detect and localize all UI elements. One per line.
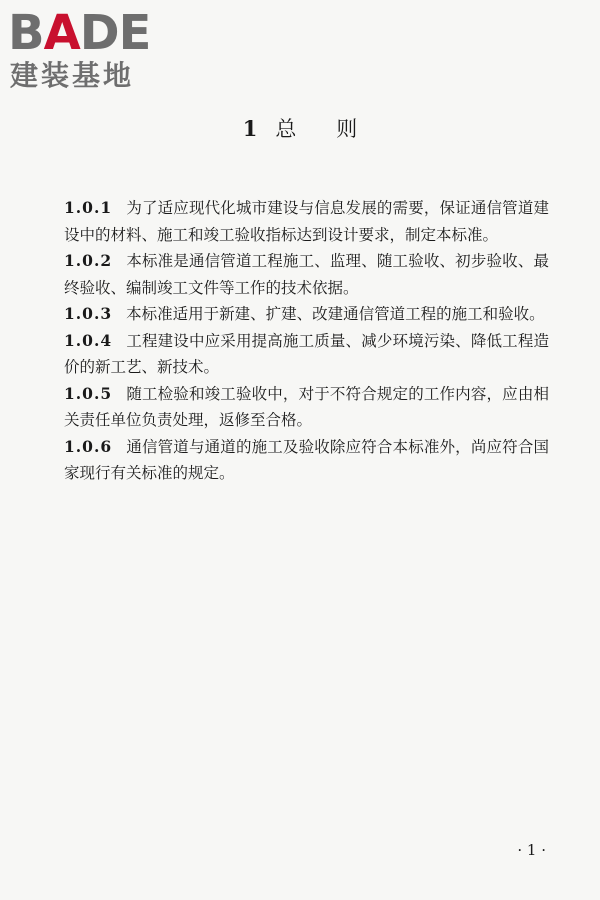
clause-text: 为了适应现代化城市建设与信息发展的需要，保证通信管道建设中的材料、施工和竣工验收指标达到设计要求，制定本标准。 <box>64 199 549 244</box>
clause-number: 1.0.4 <box>64 330 113 350</box>
clause-number: 1.0.2 <box>64 251 113 270</box>
clause-1-0-2 <box>64 248 549 301</box>
clause-1-0-6 <box>64 434 549 487</box>
clause-text: 工程建设中应采用提高施工质量、减少环境污染、降低工程造价的新工艺、新技术。 <box>64 331 549 376</box>
clause-text: 本标准适用于新建、扩建、改建通信管道工程的施工和验收。 <box>126 305 545 323</box>
clause-number: 1.0.5 <box>64 383 113 403</box>
clause-list <box>64 195 549 487</box>
logo-subtitle: 建装基地 <box>10 59 135 92</box>
clause-1-0-3 <box>64 301 549 328</box>
clause-text: 本标准是通信管道工程施工、监理、随工验收、初步验收、最终验收、编制竣工文件等工作的技术依据。 <box>64 252 549 297</box>
chapter-title <box>0 115 600 143</box>
clause-1-0-4 <box>64 328 549 381</box>
clause-number: 1.0.3 <box>64 304 113 323</box>
page-number: · 1 · <box>517 841 546 859</box>
clause-number: 1.0.1 <box>64 198 113 217</box>
clause-1-0-1 <box>64 195 549 248</box>
chapter-heading: 总则 <box>275 117 398 141</box>
clause-1-0-5 <box>64 381 549 434</box>
logo-wordmark: BADE <box>8 5 151 61</box>
chapter-number: 1 <box>242 116 258 141</box>
clause-text: 随工检验和竣工验收中，对于不符合规定的工作内容，应由相关责任单位负责处理，返修至合格。 <box>64 384 549 429</box>
clause-text: 通信管道与通道的施工及验收除应符合本标准外，尚应符合国家现行有关标准的规定。 <box>64 437 549 482</box>
clause-number: 1.0.6 <box>64 436 113 456</box>
bade-logo <box>8 5 178 94</box>
